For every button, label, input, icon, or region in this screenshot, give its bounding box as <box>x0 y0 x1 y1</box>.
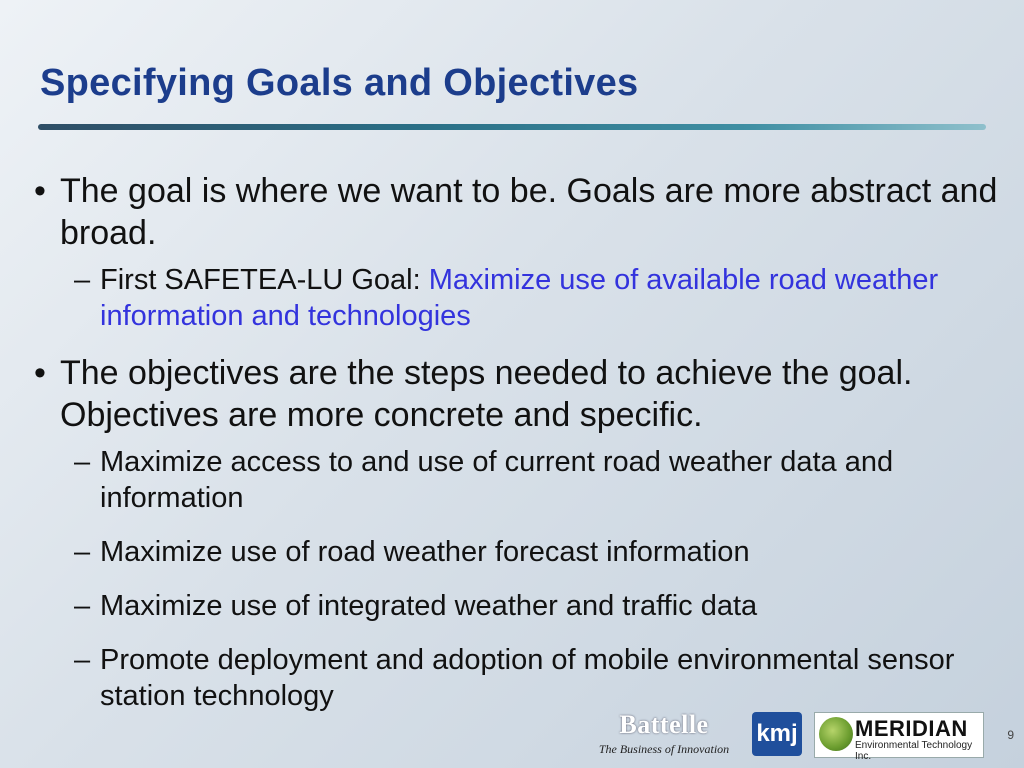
sub-bullet-access <box>74 444 1004 516</box>
battelle-name: Battelle <box>619 710 709 739</box>
bullet-mark: • <box>34 172 46 210</box>
slide-content <box>34 170 1004 732</box>
dash-mark: – <box>74 264 91 296</box>
sub-bullet-forecast <box>74 534 1004 570</box>
sub-bullet-text: Maximize access to and use of current road weather data and information <box>100 446 894 514</box>
meridian-logo <box>814 712 984 762</box>
kmj-logo <box>752 712 802 756</box>
sub-bullet-text: Maximize use of integrated weather and traffic data <box>100 590 758 622</box>
bullet-mark: • <box>34 354 46 392</box>
sub-bullet-mobile-sensor <box>74 642 1004 714</box>
slide-title: Specifying Goals and Objectives <box>40 62 639 104</box>
page-number: 9 <box>1007 728 1014 742</box>
dash-mark: – <box>74 590 91 622</box>
sub-bullet-lead: First SAFETEA-LU Goal: <box>100 264 429 296</box>
sub-bullet-highlight: Maximize use of available road weather information and technologies <box>100 264 939 332</box>
bullet-goal <box>34 170 1004 254</box>
battelle-tagline: The Business of Innovation <box>598 742 730 756</box>
bullet-text: The objectives are the steps needed to achieve the goal. Objectives are more concrete and specific. <box>60 354 913 434</box>
dash-mark: – <box>74 644 91 676</box>
bullet-objectives <box>34 352 1004 436</box>
objectives-sub-list <box>74 444 1004 714</box>
sub-bullet-text: Promote deployment and adoption of mobile environmental sensor station technology <box>100 644 955 712</box>
battelle-logo <box>584 710 744 757</box>
bullet-text: The goal is where we want to be. Goals are more abstract and broad. <box>60 172 998 252</box>
meridian-name: MERIDIAN <box>855 716 968 741</box>
sub-bullet-text: Maximize use of road weather forecast information <box>100 536 750 568</box>
goal-sub-list <box>74 262 1004 334</box>
dash-mark: – <box>74 536 91 568</box>
dash-mark: – <box>74 446 91 478</box>
meridian-subtitle: Environmental Technology Inc. <box>855 740 973 762</box>
sponsor-logos <box>584 708 1024 768</box>
kmj-name: kmj <box>756 720 798 747</box>
sub-bullet-safetea-goal <box>74 262 1004 334</box>
sub-bullet-integrated <box>74 588 1004 624</box>
title-underline <box>38 124 986 130</box>
globe-icon <box>819 717 853 751</box>
